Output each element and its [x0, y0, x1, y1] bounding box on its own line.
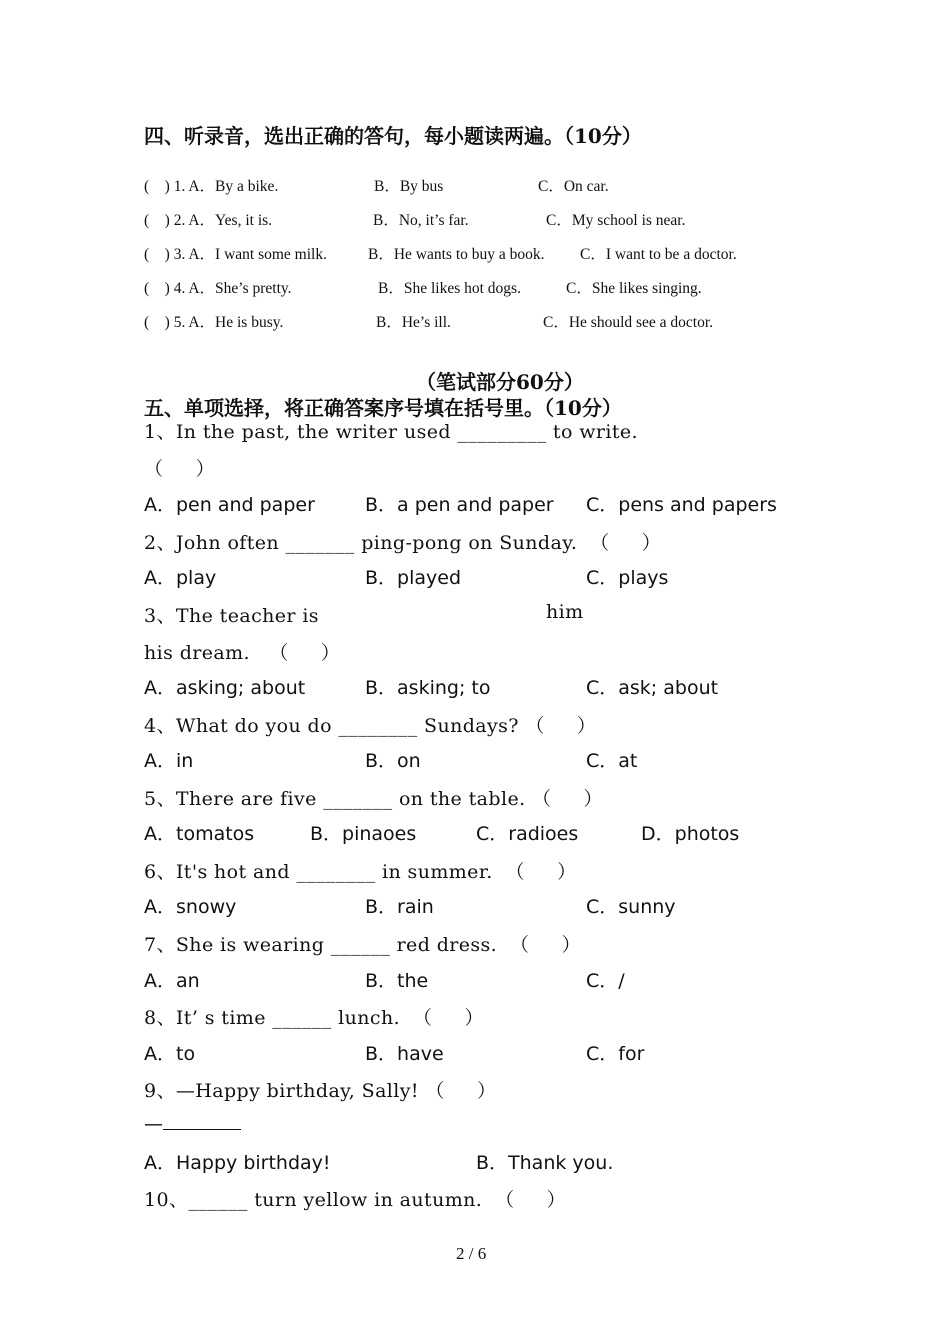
q7-option-a: A．an	[144, 970, 200, 992]
q2-option-c: C．plays	[586, 567, 669, 589]
q3-option-b: B．asking; to	[365, 677, 491, 699]
listen-q4-option-b: B．She likes hot dogs.	[378, 280, 521, 297]
listen-q1-stem: ( ) 1. A．By a bike.	[144, 178, 279, 195]
q1-text: 1、In the past, the writer used _________ to write.	[144, 421, 638, 443]
q9-dash: —	[144, 1113, 163, 1135]
written-part-title: （笔试部分60分）	[416, 370, 584, 394]
q2-option-a: A．play	[144, 567, 217, 589]
q3-text-part2: him	[546, 601, 584, 623]
q3-text-part3: his dream. （ ）	[144, 642, 341, 664]
q7-text: 7、She is wearing ______ red dress. （ ）	[144, 934, 581, 956]
listen-q2-option-b: B．No, it’s far.	[373, 212, 469, 229]
q1-option-b: B．a pen and paper	[365, 494, 554, 516]
section4-title: 四、听录音，选出正确的答句，每小题读两遍。（10分）	[144, 124, 642, 148]
listen-q4-stem: ( ) 4. A．She’s pretty.	[144, 280, 292, 297]
listen-q5-stem: ( ) 5. A．He is busy.	[144, 314, 284, 331]
listen-q1-option-b: B．By bus	[374, 178, 444, 195]
q1-option-a: A．pen and paper	[144, 494, 315, 516]
q8-text: 8、It’ s time ______ lunch. （ ）	[144, 1007, 484, 1029]
q10-text: 10、______ turn yellow in autumn. （ ）	[144, 1189, 567, 1211]
q4-option-c: C．at	[586, 750, 638, 772]
listen-q2-stem: ( ) 2. A．Yes, it is.	[144, 212, 273, 229]
q3-text-part1: 3、The teacher is	[144, 605, 319, 627]
q5-option-a: A．tomatos	[144, 823, 255, 845]
page-number: 2 / 6	[456, 1244, 487, 1263]
q4-option-a: A．in	[144, 750, 194, 772]
q8-option-c: C．for	[586, 1043, 645, 1065]
q4-option-b: B．on	[365, 750, 421, 772]
q7-option-b: B．the	[365, 970, 429, 992]
q5-option-c: C．radioes	[476, 823, 579, 845]
q3-option-c: C．ask; about	[586, 677, 719, 699]
listen-q1-option-c: C．On car.	[538, 178, 609, 195]
q5-option-b: B．pinaoes	[310, 823, 417, 845]
q2-text: 2、John often _______ ping-pong on Sunday. （ ）	[144, 532, 662, 554]
q8-option-b: B．have	[365, 1043, 444, 1065]
q5-text: 5、There are five _______ on the table. （ ）	[144, 788, 603, 810]
q3-option-a: A．asking; about	[144, 677, 306, 699]
q6-option-c: C．sunny	[586, 896, 676, 918]
section5-title: 五、单项选择，将正确答案序号填在括号里。（10分）	[144, 396, 622, 420]
q9-response-line	[144, 1111, 241, 1135]
q9-blank	[163, 1111, 241, 1130]
q1-answer-paren: （ ）	[144, 458, 215, 480]
q8-option-a: A．to	[144, 1043, 196, 1065]
q5-option-d: D．photos	[641, 823, 740, 845]
q9-text: 9、—Happy birthday, Sally! （ ）	[144, 1080, 497, 1102]
q4-text: 4、What do you do ________ Sundays? （ ）	[144, 715, 597, 737]
listen-q2-option-c: C．My school is near.	[546, 212, 686, 229]
q1-option-c: C．pens and papers	[586, 494, 777, 516]
q6-option-a: A．snowy	[144, 896, 237, 918]
listen-q3-stem: ( ) 3. A．I want some milk.	[144, 246, 327, 263]
q6-option-b: B．rain	[365, 896, 434, 918]
listen-q5-option-c: C．He should see a doctor.	[543, 314, 714, 331]
listen-q4-option-c: C．She likes singing.	[566, 280, 702, 297]
q7-option-c: C．/	[586, 970, 625, 992]
q2-option-b: B．played	[365, 567, 462, 589]
listen-q3-option-b: B．He wants to buy a book.	[368, 246, 545, 263]
listen-q3-option-c: C．I want to be a doctor.	[580, 246, 737, 263]
q9-option-b: B．Thank you.	[476, 1152, 614, 1174]
q9-option-a: A．Happy birthday!	[144, 1152, 331, 1174]
listen-q5-option-b: B．He’s ill.	[376, 314, 451, 331]
q6-text: 6、It's hot and ________ in summer. （ ）	[144, 861, 577, 883]
